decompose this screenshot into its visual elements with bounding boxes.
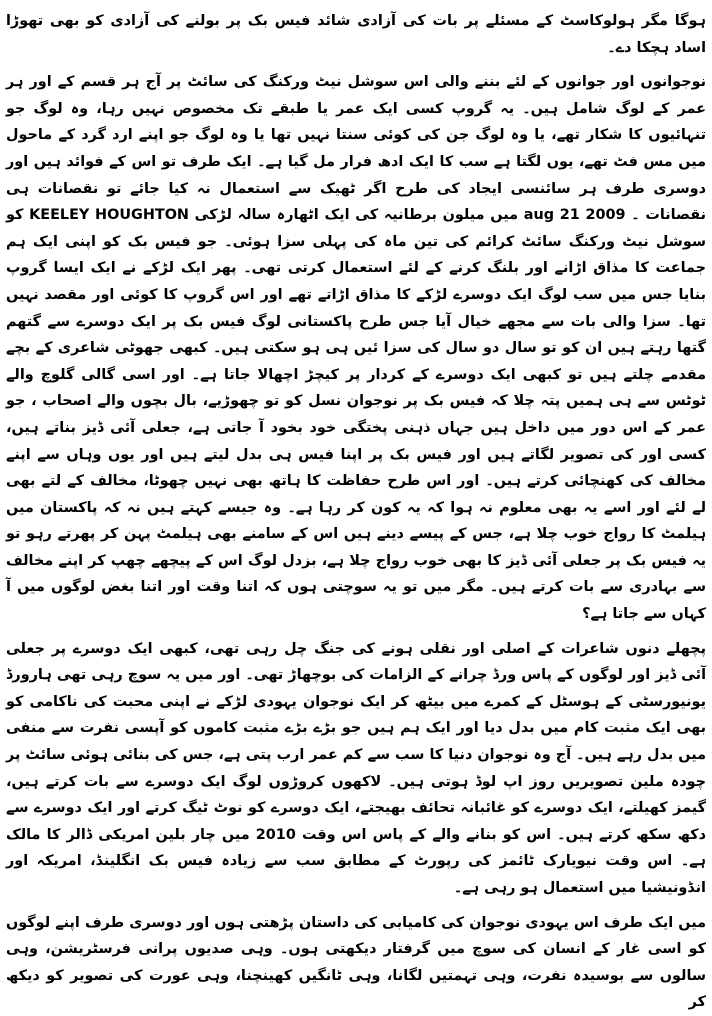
article-paragraph-1: ہوگا مگر ہولوکاسٹ کے مسئلے پر بات کی آزادی شائد فیس بک پر بولنے کی آزادی کو بھی تھوڑا اساد ہچکا دے۔ (6, 13, 706, 56)
article-paragraph-2: نوجوانوں اور جوانوں کے لئے بننے والی اس سوشل نیٹ ورکنگ کی سائٹ پر آج ہر قسم کے اور ہر عمر کے لوگ شامل ہیں۔ یہ گروپ کسی ایک عمر یا طبقے تک مخصوص نہیں رہا، وہ لوگ جو تنہائیوں کا شکار تھے، یا وہ لوگ جن کی کوئی سنتا نہیں تھا یا وہ لوگ جو اپنے ارد گرد کے ماحول میں مس فٹ تھے، یوں لگتا ہے سب کا ایک ادھ فرار مل گیا ہے۔ ایک طرف تو اس کے فوائد ہیں اور دوسری طرف ہر سائنسی ایجاد کی طرح اگر ٹھیک سے استعمال نہ کیا جائے تو نقصانات ہی نقصانات ۔ 2009 aug 21 میں میلون برطانیہ کی ایک اٹھارہ سالہ لڑکی KEELEY HOUGHTON کو سوشل نیٹ ورکنگ سائٹ کرائم کی تین ماہ کی پہلی سزا ہوئی۔ جو فیس بک کو اپنی ایک ہم جماعت کا مذاق اڑانے اور بلنگ کرنے کے لئے استعمال کرتی تھی۔ پھر ایک لڑکے نے ایک ایسا گروپ بنایا جس میں سب لوگ ایک دوسرے لڑکے کا مذاق اڑاتے تھے اور اس گروپ کا کوئی اور مقصد نہیں تھا۔ سزا والی بات سے مجھے خیال آیا جس طرح پاکستانی لوگ فیس بک پر ایک دوسرے سے گتھم گتھا رہتے ہیں ان کو تو سال دو سال کی سزا ئیں ہی ہو سکتی ہیں۔ کبھی جھوٹی شاعری کے بچے مقدمے چلتے ہیں تو کبھی ایک دوسرے کے کردار پر کیچڑ اچھالا جاتا ہے۔ اور اسی گالی گلوچ والے ٹوٹس سے ہی ہمیں پتہ چلا کہ فیس بک پر نوجوان نسل کو تو چھوڑیے، بال بچوں والے اصحاب ، جو عمر کے اس دور میں داخل ہیں جہاں ذہنی پختگی خود بخود آ جاتی ہے، جعلی آئی ڈیز بناتے ہیں، کسی اور کی تصویر لگاتے ہیں اور فیس بک پر اپنا فیس ہی بدل لیتے ہیں اور یوں وہاں سے اپنے مخالف کی کھنچائی کرتے ہیں۔ اور اس طرح حفاظت کا ہاتھ بھی نہیں چھوٹا، مخالف کے لتے بھی لے لئے اور اسے یہ بھی معلوم نہ ہوا کہ یہ کون کر رہا ہے۔ وہ جیسے کہتے ہیں نہ کہ پاکستان میں ہیلمٹ کا رواج خوب چلا ہے، جس کے پیسے دینے ہیں اس کے سامنے بھی ہیلمٹ پہن کر پھرتے رہو تو یہ فیس بک پر جعلی آئی ڈیز کا بھی خوب رواج چلا ہے، بزدل لوگ اس کے پیچھے چھپ کر اپنے مخالف سے بہادری سے بات کرتے ہیں۔ مگر میں تو یہ سوچتی ہوں کہ اتنا وقت اور اتنا بغض لوگوں میں آ کہاں سے جاتا ہے؟ (6, 74, 706, 623)
article-paragraph-4: میں ایک طرف اس یہودی نوجوان کی کامیابی کی داستان پڑھتی ہوں اور دوسری طرف اپنے لوگوں کو اسی غار کے انسان کی سوچ میں گرفتار دیکھتی ہوں۔ وہی صدیوں پرانی فرسٹریشن، وہی سالوں سے بوسیدہ نفرت، وہی تہمتیں لگانا، وہی ٹانگیں کھینچنا، وہی عورت کی تصویر کو دیکھ کر (6, 914, 707, 1011)
article-paragraph-3: پچھلے دنوں شاعرات کے اصلی اور نقلی ہونے کی جنگ چل رہی تھی، کبھی ایک دوسرے پر جعلی آئی ڈیز اور لوگوں کے پاس ورڈ چرانے کے الزامات کی بوچھاڑ تھی۔ اور میں یہ سوچ رہی تھی ہارورڈ یونیورسٹی کے ہوسٹل کے کمرے میں بیٹھ کر ایک نوجوان یہودی لڑکے نے اپنی محبت کی ناکامی کو بھی ایک مثبت کام میں بدل دیا اور ایک ہم ہیں جو بڑے بڑے مثبت کاموں کو آپسی نفرت سے منفی میں بدل رہے ہیں۔ آج وہ نوجوان دنیا کا سب سے کم عمر ارب پتی ہے، جس کی بنائی ہوئی سائٹ پر چودہ ملین تصویریں روز اپ لوڈ ہوتی ہیں۔ لاکھوں کروڑوں لوگ ایک دوسرے سے بات کرتے ہیں، گیمز کھیلتے، ایک دوسرے کو غائبانہ تحائف بھیجتے، ایک دوسرے کو نوٹ ٹیگ کرتے اور ایک دوسرے سے دکھ سکھ کرتے ہیں۔ اس کو بنانے والے کے پاس اس وقت 2010 میں چار بلین امریکی ڈالر کا مالک ہے۔ اس وقت نیویارک ٹائمز کی رپورٹ کے مطابق سب سے زیادہ فیس بک انگلینڈ، امریکہ اور انڈونیشیا میں استعمال ہو رہی ہے۔ (6, 640, 706, 896)
